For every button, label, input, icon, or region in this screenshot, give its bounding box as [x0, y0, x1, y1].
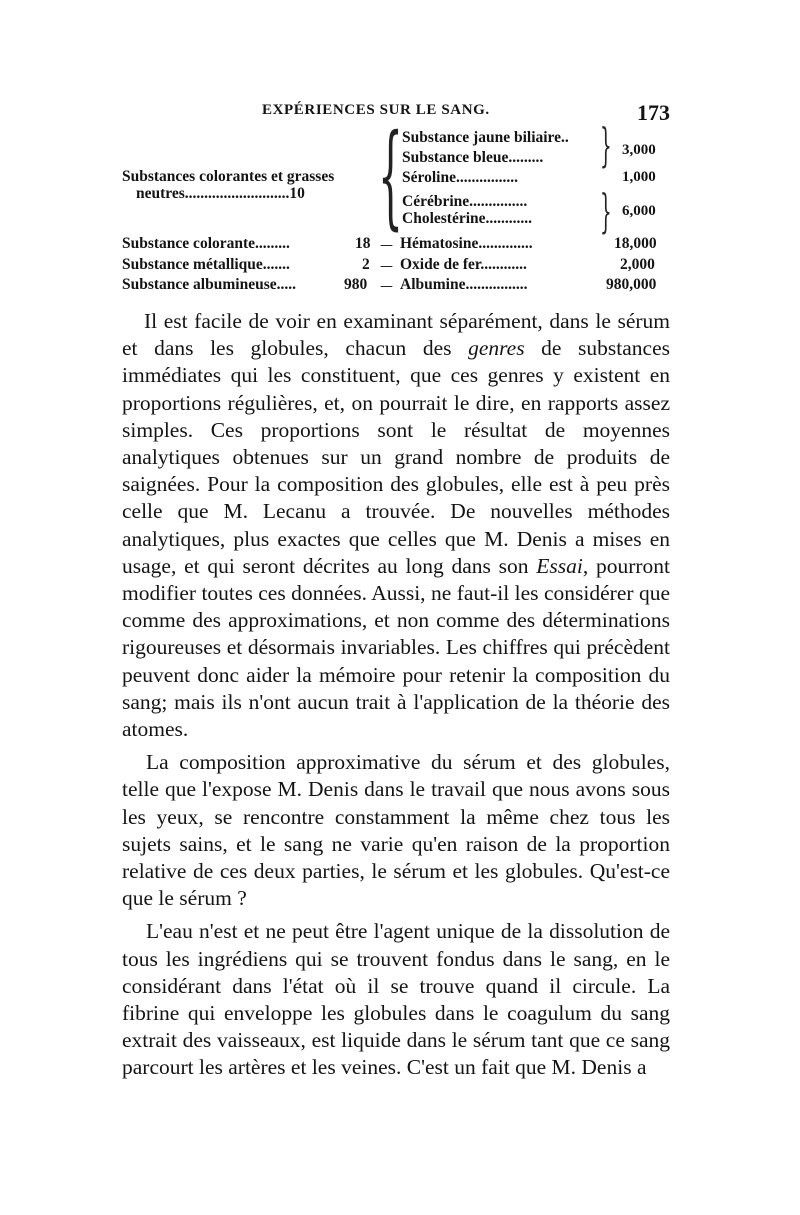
row3-left: Substance albumineuse..... [122, 276, 296, 293]
group1-left-brace: { [378, 111, 403, 241]
paragraph-1-part-b: de substances immédiates qui les constituent, que ces genres y existent en proportions régulières, et, on pourrait le dire, en rapports assez simples. Ces proportions sont le résultat de moyennes analytiques obtenues sur un grand nombre de produits de saignées. Pour la composition des globules, elle est à peu près celle que M. Lecanu a trouvée. De nouvelles méthodes analytiques, plus exactes que celles que M. Denis a mises en usage, et qui seront décrites au long dans son [122, 336, 670, 578]
group1-sub-brace-1: } [600, 118, 612, 172]
row1-sign: — [380, 238, 393, 253]
group1-value-1: 3,000 [622, 142, 656, 158]
page-number: 173 [637, 100, 670, 125]
paragraph-1-part-a: Il est facile de voir en examinant séparément, dans le sérum et dans les globules, chacun des [122, 309, 670, 361]
row1-left: Substance colorante......... [122, 235, 290, 252]
row2-right: Oxide de fer............ [400, 256, 527, 273]
group1-value-3: 6,000 [622, 203, 656, 219]
row3-left-value: 980 [344, 276, 368, 293]
row3-right: Albumine................ [400, 276, 528, 293]
paragraph-1-part-c: , pourront modifier toutes ces données. Aussi, ne faut-il les considérer que comme des approximations, et non comme des déterminations rigoureuses et désormais invariables. Les chiffres qui précèdent peuvent donc aider la mémoire pour retenir la composition du sang; mais ils n'ont aucun trait à l'application de la théorie des atomes. [122, 553, 670, 742]
paragraph-1 [122, 308, 670, 743]
row1-right-value: 18,000 [614, 235, 657, 252]
row1-left-value: 18 [355, 235, 371, 252]
group1-item-4: Cérébrine............... [402, 193, 528, 210]
body-text [122, 308, 670, 1082]
group1-item-3: Séroline................ [402, 169, 518, 186]
group1-item-1: Substance jaune biliaire.. [402, 129, 569, 146]
group1-value-2: 1,000 [622, 169, 656, 185]
row2-sign: — [380, 259, 393, 274]
paragraph-1-emphasis-essai: Essai [536, 553, 583, 578]
group1-label-line2: neutres...........................10 [136, 185, 305, 202]
paragraph-3: L'eau n'est et ne peut être l'agent unique de la dissolution de tous les ingrédiens qui se trouvent fondus dans le sang, en le considérant dans l'état où il se trouve quand il circule. La fibrine qui enveloppe les globules dans le coagulum du sang extrait des vaisseaux, est liquide dans le sérum tant que ce sang parcourt les artères et les veines. C'est un fait que M. Denis a [122, 919, 670, 1080]
group1-label-line1: Substances colorantes et grasses [122, 168, 335, 185]
row2-left-value: 2 [362, 256, 370, 273]
row3-right-value: 980,000 [606, 276, 657, 293]
row2-right-value: 2,000 [620, 256, 655, 273]
row2-left: Substance métallique....... [122, 256, 290, 273]
paragraph-1-emphasis-genres: genres [468, 336, 525, 361]
group1-item-5: Cholestérine............ [402, 210, 533, 227]
running-title: EXPÉRIENCES SUR LE SANG. [262, 102, 490, 118]
group1-item-2: Substance bleue......... [402, 149, 544, 166]
group1-sub-brace-2: } [600, 184, 612, 238]
row1-right: Hématosine.............. [400, 235, 533, 252]
paragraph-2: La composition approximative du sérum et des globules, telle que l'expose M. Denis dans le travail que nous avons sous les yeux, se rencontre constamment la même chez tous les sujets sains, et le sang ne varie qu'en raison de la proportion relative de ces deux parties, le sérum et les globules. Qu'est-ce que le sérum ? [122, 750, 670, 911]
row3-sign: — [380, 279, 393, 294]
